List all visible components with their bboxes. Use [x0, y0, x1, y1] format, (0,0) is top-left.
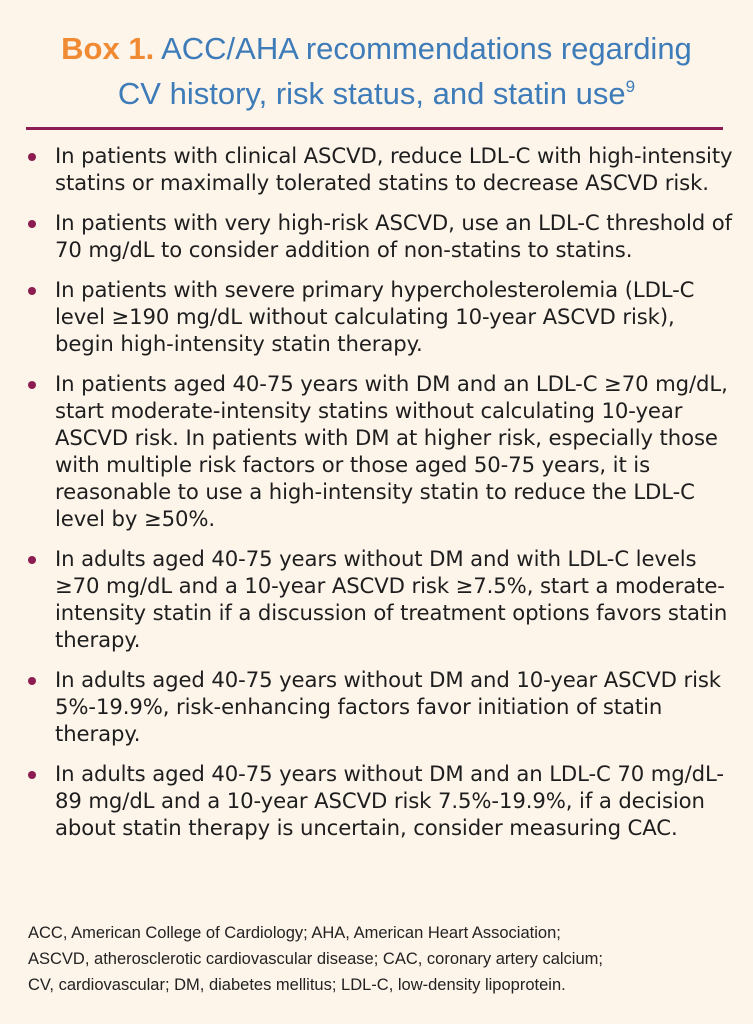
bullet-icon: [28, 287, 36, 295]
box-header: [0, 26, 753, 116]
recommendation-item: [0, 545, 753, 653]
box-title-line-1: ACC/AHA recommendations regarding: [161, 31, 692, 66]
recommendation-text: In adults aged 40-75 years without DM and 10-year ASCVD risk 5%-19.9%, risk-enhancing factors favor initiation of statin therapy.: [55, 667, 721, 746]
recommendation-item: [0, 666, 753, 747]
recommendation-item: [0, 370, 753, 532]
box-number: Box 1.: [61, 31, 155, 66]
recommendation-text: In patients with clinical ASCVD, reduce LDL-C with high-intensity statins or maximally tolerated statins to decrease ASCVD risk.: [55, 143, 733, 195]
reference-superscript: 9: [625, 77, 636, 96]
recommendation-item: [0, 760, 753, 841]
bullet-icon: [28, 556, 36, 564]
recommendation-text: In adults aged 40-75 years without DM and an LDL-C 70 mg/dL-89 mg/dL and a 10-year ASCVD risk 7.5%-19.9%, if a decision about statin therapy is uncertain, consider measuring CAC.: [55, 761, 724, 840]
abbreviations-footnote: ACC, American College of Cardiology; AHA, American Heart Association; ASCVD, atherosclerotic cardiovascular disease; CAC, coronary artery calcium; CV, cardiovascular; DM, diabetes mellitus; LDL-C, low-density lipoprotein.: [28, 924, 603, 994]
recommendation-text: In adults aged 40-75 years without DM and with LDL-C levels ≥70 mg/dL and a 10-year ASCVD risk ≥7.5%, start a moderate-intensity statin if a discussion of treatment options favors statin therapy.: [55, 546, 728, 652]
header-line-1: [0, 26, 753, 71]
recommendation-list: [0, 142, 753, 854]
recommendation-item: [0, 142, 753, 196]
recommendation-text: In patients with severe primary hypercholesterolemia (LDL-C level ≥190 mg/dL without calculating 10-year ASCVD risk), begin high-intensity statin therapy.: [55, 277, 695, 356]
header-line-2: [0, 71, 753, 116]
bullet-icon: [28, 220, 36, 228]
bullet-icon: [28, 677, 36, 685]
header-divider: [26, 127, 723, 130]
recommendation-item: [0, 276, 753, 357]
bullet-icon: [28, 771, 36, 779]
bullet-icon: [28, 381, 36, 389]
bullet-icon: [28, 153, 36, 161]
recommendation-text: In patients with very high-risk ASCVD, use an LDL-C threshold of 70 mg/dL to consider addition of non-statins to statins.: [55, 210, 732, 262]
recommendation-text: In patients aged 40-75 years with DM and an LDL-C ≥70 mg/dL, start moderate-intensity statins without calculating 10-year ASCVD risk. In patients with DM at higher risk, especially those with multiple risk factors or those aged 50-75 years, it is reasonable to use a high-intensity statin to reduce the LDL-C level by ≥50%.: [55, 371, 728, 531]
recommendation-item: [0, 209, 753, 263]
box-title-line-2: CV history, risk status, and statin use: [117, 76, 626, 111]
